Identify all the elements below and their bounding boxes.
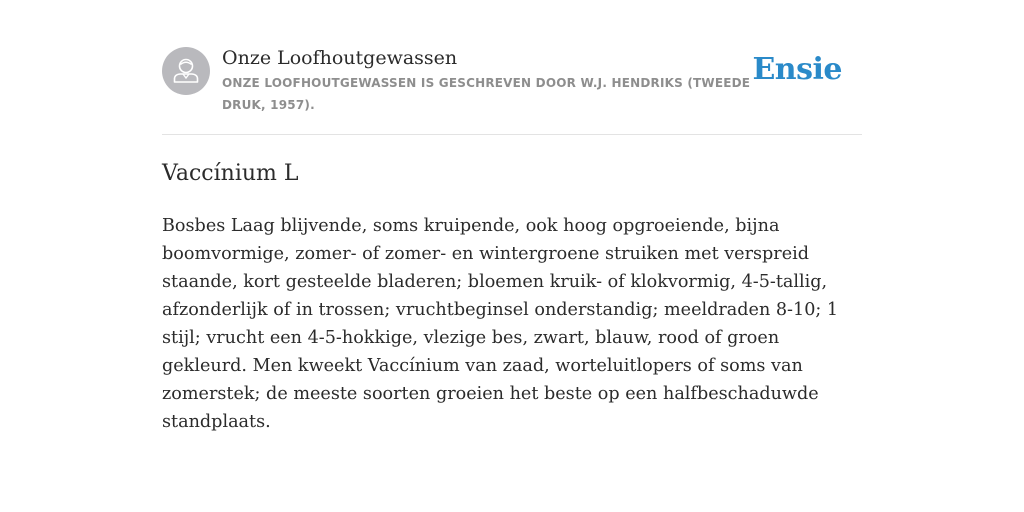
- entry-card: [162, 0, 862, 432]
- user-outline-icon: [162, 47, 210, 95]
- source-avatar[interactable]: [162, 47, 210, 95]
- entry-title: Vaccínium L: [162, 161, 299, 186]
- source-header: [162, 0, 862, 135]
- ensie-logo-link[interactable]: Ensie: [752, 52, 842, 87]
- source-title[interactable]: Onze Loofhoutgewassen: [222, 47, 458, 69]
- entry-body: Bosbes Laag blijvende, soms kruipende, ook hoog opgroeiende, bijna boomvormige, zomer- of zomer- en wintergroene struiken met verspreid staande, kort gesteelde bladeren; bloemen kruik- of klokvormig, 4-5-tallig, afzonderlijk of in trossen; vruchtbeginsel onderstandig; meeldraden 8-10; 1 stijl; vrucht een 4-5-hokkige, vlezige bes, zwart, blauw, rood of groen gekleurd. Men kweekt Vaccínium van zaad, worteluitlopers of soms van zomerstek; de meeste soorten groeien het beste op een halfbeschaduwde standplaats.: [162, 216, 839, 432]
- source-description: ONZE LOOFHOUTGEWASSEN IS GESCHREVEN DOOR W.J. HENDRIKS (TWEEDE DRUK, 1957).: [222, 76, 751, 112]
